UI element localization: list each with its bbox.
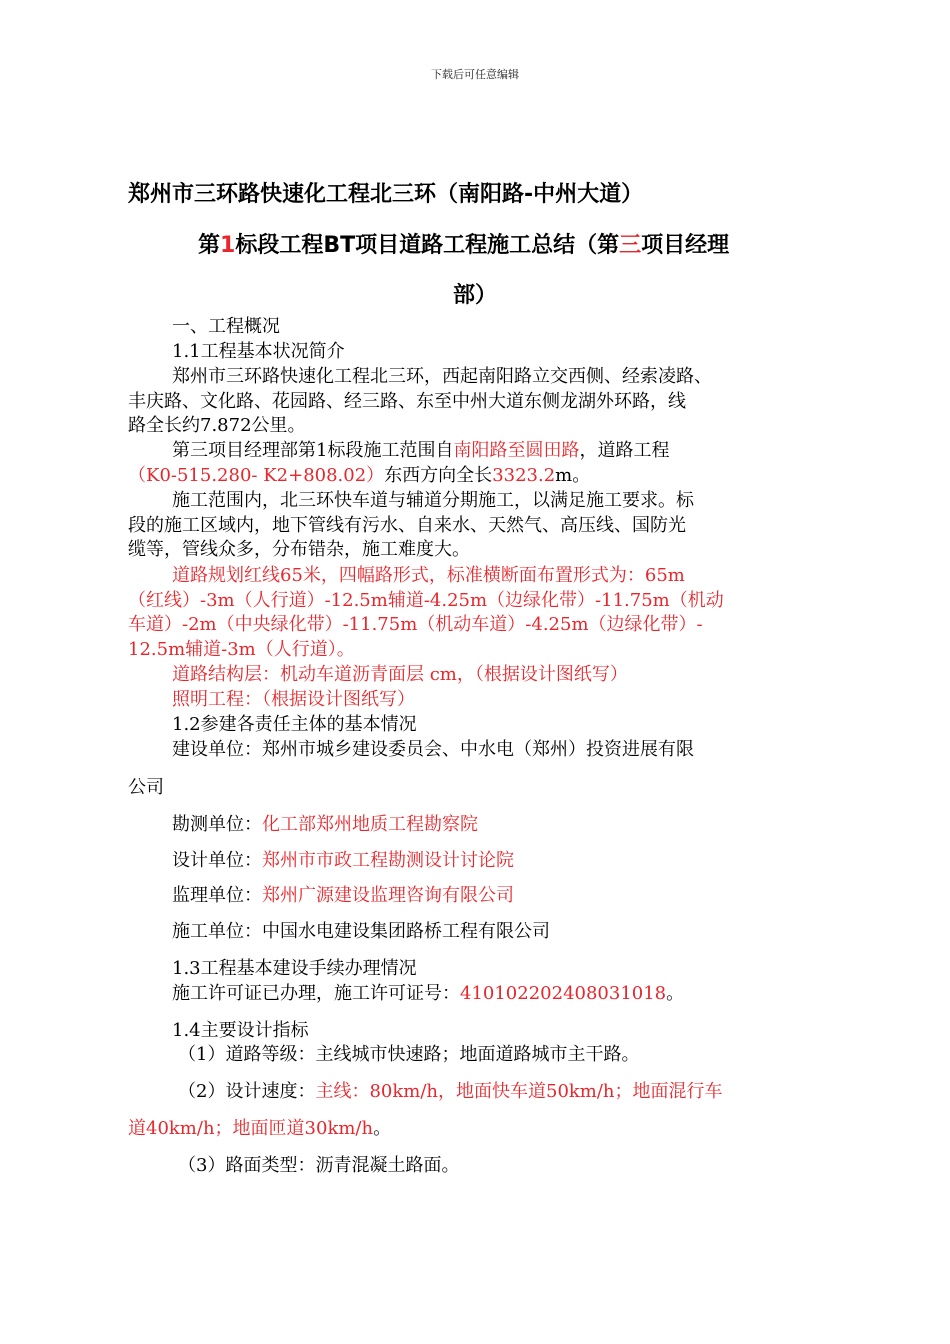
document-title-line3: 部） xyxy=(452,283,497,308)
design-unit-line: 设计单位：郑州市市政工程勘测设计讨论院 xyxy=(172,850,514,871)
paragraph-line: 建设单位：郑州市城乡建设委员会、中水电（郑州）投资进展有限 xyxy=(172,739,694,760)
supervision-unit-line: 监理单位：郑州广源建设监理咨询有限公司 xyxy=(172,885,514,906)
paragraph-line: 丰庆路、文化路、花园路、经三路、东至中州大道东侧龙湖外环路，线 xyxy=(128,391,686,412)
subsection-heading: 1.3工程基本建设手续办理情况 xyxy=(172,958,417,979)
indicator-item: （1）道路等级：主线城市快速路；地面道路城市主干路。 xyxy=(178,1044,640,1065)
permit-line: 施工许可证已办理，施工许可证号：410102202408031018。 xyxy=(172,983,685,1004)
paragraph-line: 第三项目经理部第1标段施工范围自南阳路至圆田路，道路工程 xyxy=(172,440,670,461)
indicator-item: （2）设计速度：主线：80km/h，地面快车道50km/h；地面混行车 xyxy=(178,1081,723,1102)
subsection-heading: 1.4主要设计指标 xyxy=(172,1020,309,1041)
page-header: 下载后可任意编辑 xyxy=(431,68,519,81)
indicator-item-continued: 道40km/h；地面匝道30km/h。 xyxy=(128,1118,392,1139)
paragraph-line: 道路结构层：机动车道沥青面层 cm，（根据设计图纸写） xyxy=(172,664,628,685)
paragraph-line: 公司 xyxy=(128,777,164,798)
paragraph-line: 道路规划红线65米，四幅路形式，标准横断面布置形式为：65m xyxy=(172,565,685,586)
paragraph-line: 车道）-2m（中央绿化带）-11.75m（机动车道）-4.25m（边绿化带）- xyxy=(128,614,703,635)
paragraph-line: 缆等，管线众多，分布错杂，施工难度大。 xyxy=(128,539,470,560)
paragraph-line: 段的施工区域内，地下管线有污水、自来水、天然气、高压线、国防光 xyxy=(128,515,686,536)
paragraph-line: 施工范围内，北三环快车道与辅道分期施工，以满足施工要求。标 xyxy=(172,490,694,511)
indicator-item: （3）路面类型：沥青混凝土路面。 xyxy=(178,1155,460,1176)
paragraph-line: （K0-515.280- K2+808.02）东西方向全长3323.2m。 xyxy=(128,465,591,486)
paragraph-line: （红线）-3m（人行道）-12.5m辅道-4.25m（边绿化带）-11.75m（机动 xyxy=(128,590,724,611)
document-title-line2: 第1标段工程BT项目道路工程施工总结（第三项目经理 xyxy=(198,233,730,258)
paragraph-line: 路全长约7.872公里。 xyxy=(128,415,306,436)
subsection-heading: 1.1工程基本状况简介 xyxy=(172,341,345,362)
survey-unit-line: 勘测单位：化工部郑州地质工程勘察院 xyxy=(172,814,478,835)
section-heading: 一、工程概况 xyxy=(172,316,280,337)
paragraph-line: 郑州市三环路快速化工程北三环，西起南阳路立交西侧、经索凌路、 xyxy=(172,366,712,387)
paragraph-line: 12.5m辅道-3m（人行道）。 xyxy=(128,639,355,660)
subsection-heading: 1.2参建各责任主体的基本情况 xyxy=(172,714,417,735)
construction-unit-line: 施工单位：中国水电建设集团路桥工程有限公司 xyxy=(172,921,550,942)
document-title-line1: 郑州市三环路快速化工程北三环（南阳路-中州大道） xyxy=(128,182,644,207)
paragraph-line: 照明工程：（根据设计图纸写） xyxy=(172,689,415,710)
